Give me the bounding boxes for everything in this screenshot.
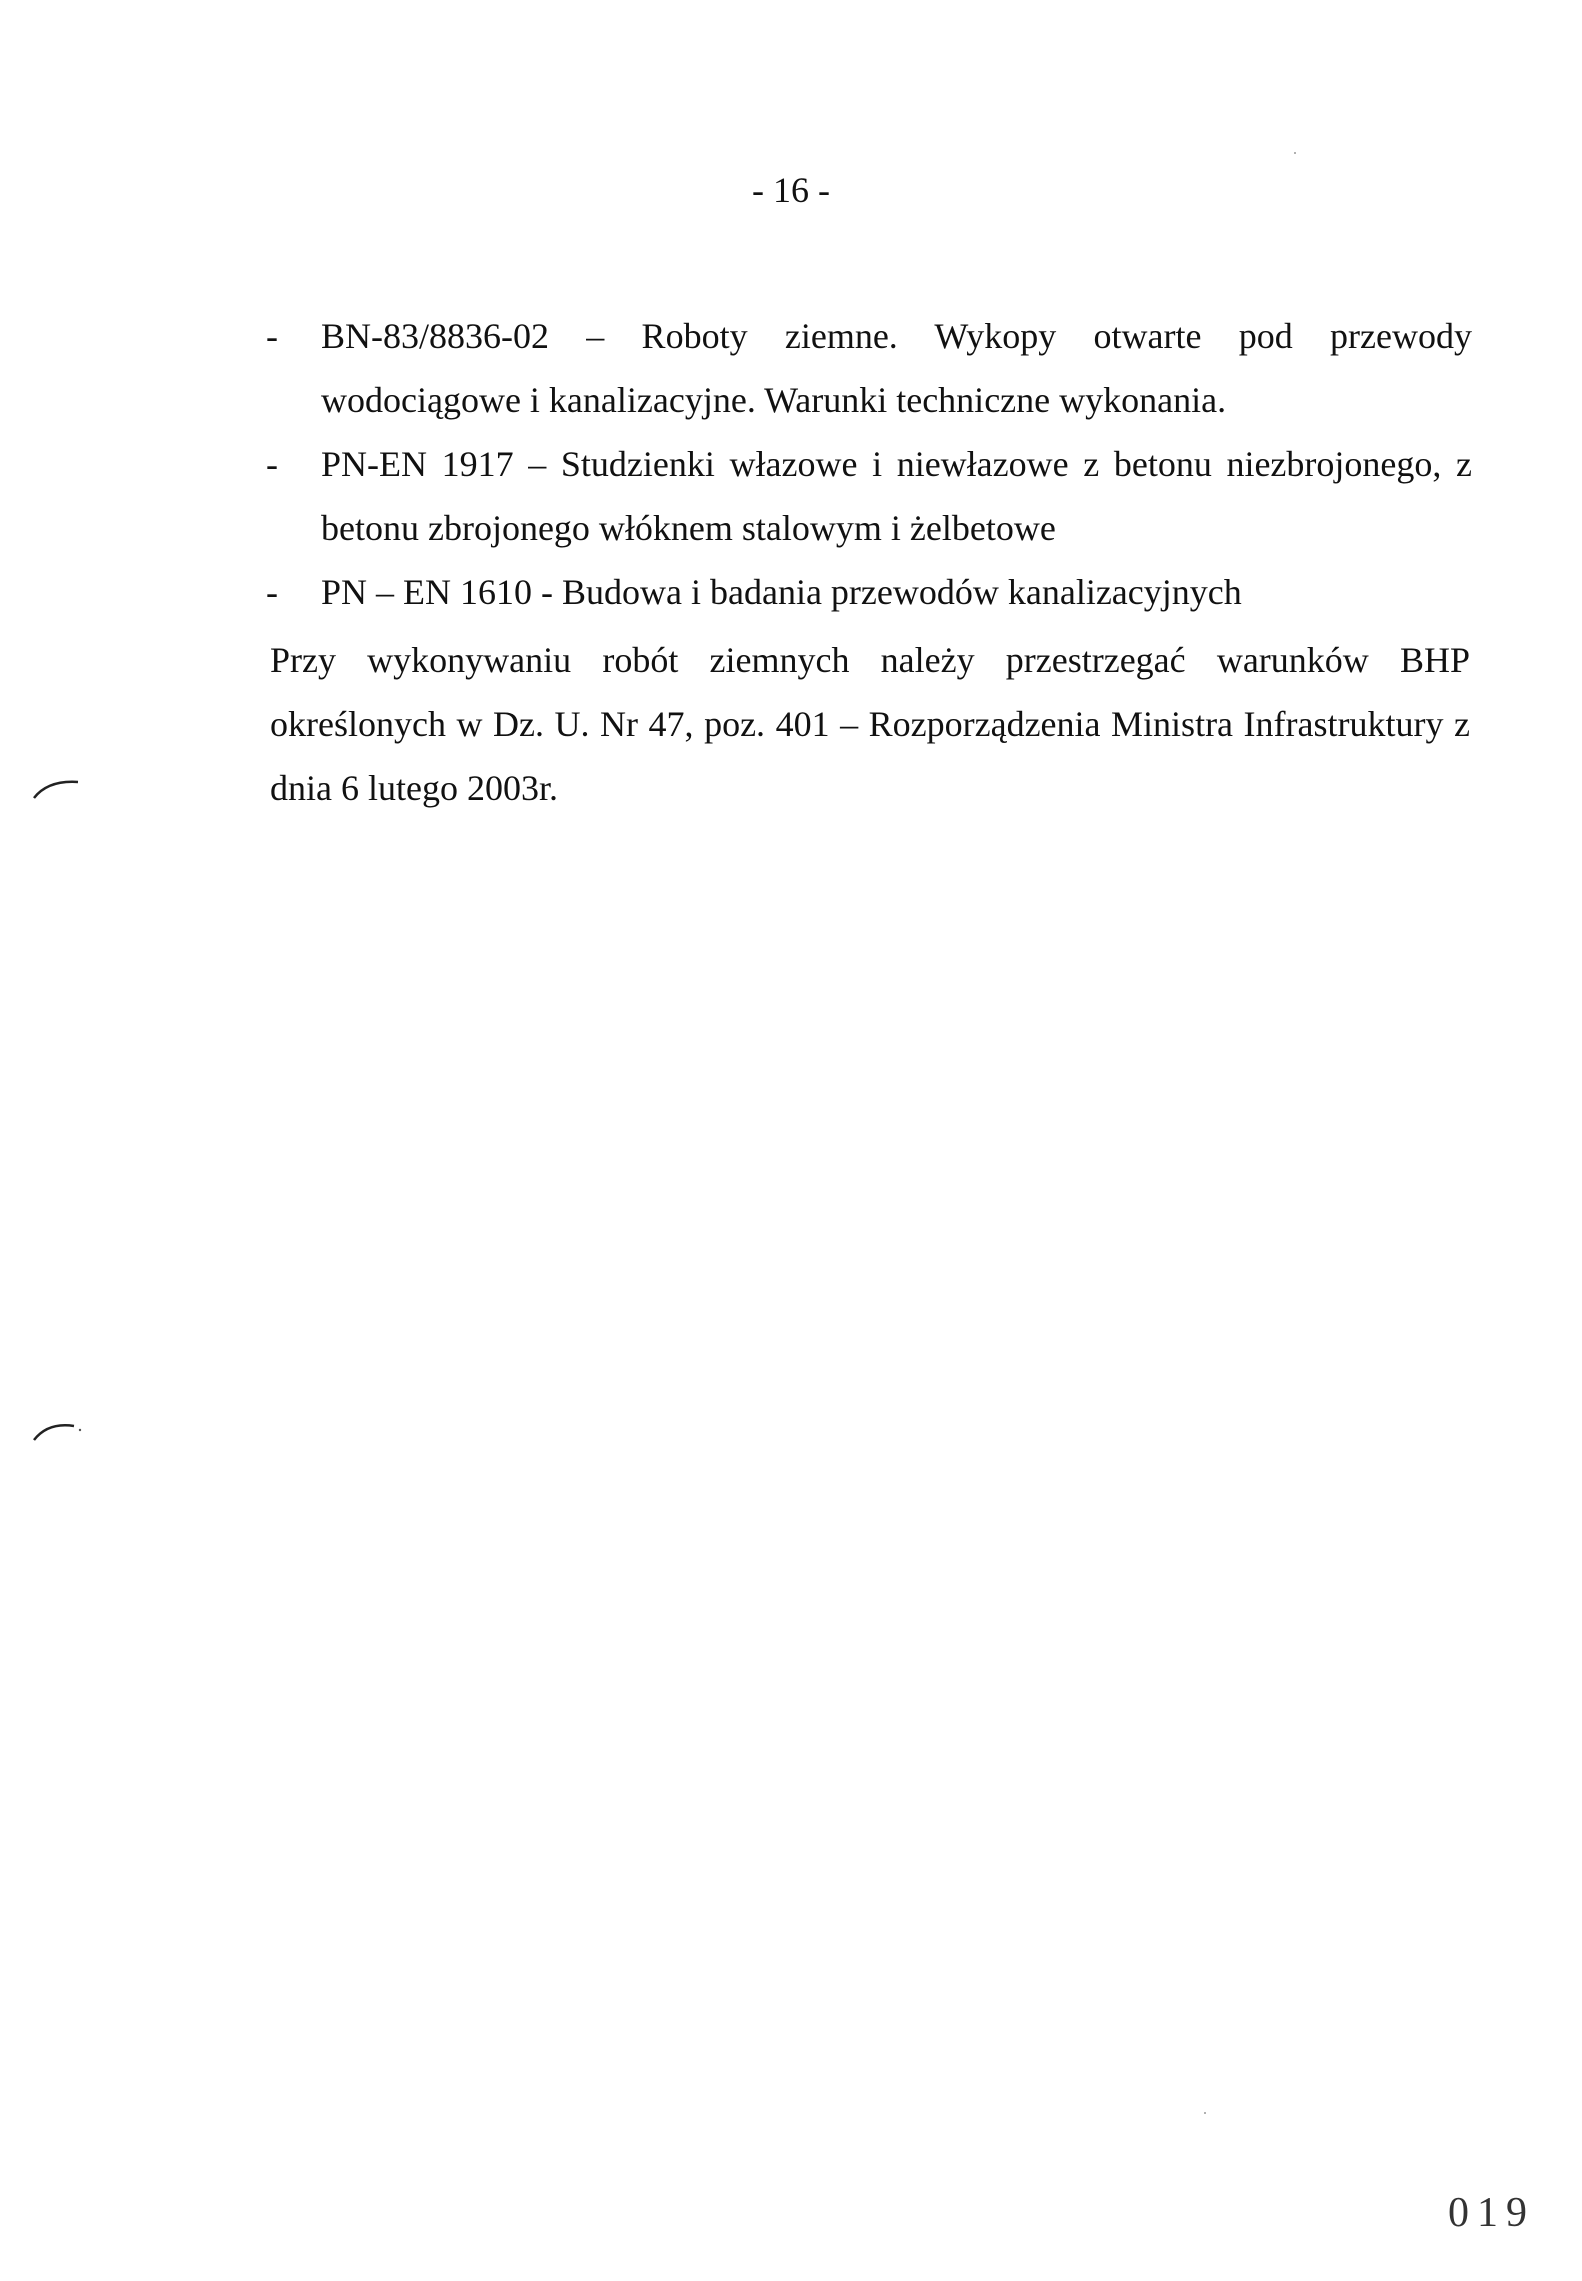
punch-hole-mark-upper	[30, 774, 82, 802]
list-item-text: PN – EN 1610 - Budowa i badania przewodów kanalizacyjnych	[321, 572, 1242, 612]
scan-speck	[1294, 152, 1296, 154]
punch-hole-mark-lower	[30, 1416, 82, 1444]
page-number: - 16 -	[752, 170, 830, 210]
list-bullet-dash: -	[266, 316, 278, 356]
list-bullet-dash: -	[266, 444, 278, 484]
bhp-paragraph: Przy wykonywaniu robót ziemnych należy przestrzegać warunków BHP określonych w Dz. U. Nr 47, poz. 401 – Rozporządzenia Ministra Infrastruktury z dnia 6 lutego 2003r.	[270, 640, 1470, 808]
list-item-text: PN-EN 1917 – Studzienki włazowe i niewłazowe z betonu niezbrojonego, z betonu zbrojonego włóknem stalowym i żelbetowe	[321, 444, 1472, 548]
stamp-page-number: 019	[1448, 2190, 1535, 2236]
list-item	[266, 304, 1472, 432]
list-item	[266, 432, 1472, 560]
list-bullet-dash: -	[266, 572, 278, 612]
list-item-text: BN-83/8836-02 – Roboty ziemne. Wykopy otwarte pod przewody wodociągowe i kanalizacyjne. Warunki techniczne wykonania.	[321, 316, 1472, 420]
list-item	[266, 560, 1472, 624]
scan-speck	[1204, 2112, 1206, 2114]
